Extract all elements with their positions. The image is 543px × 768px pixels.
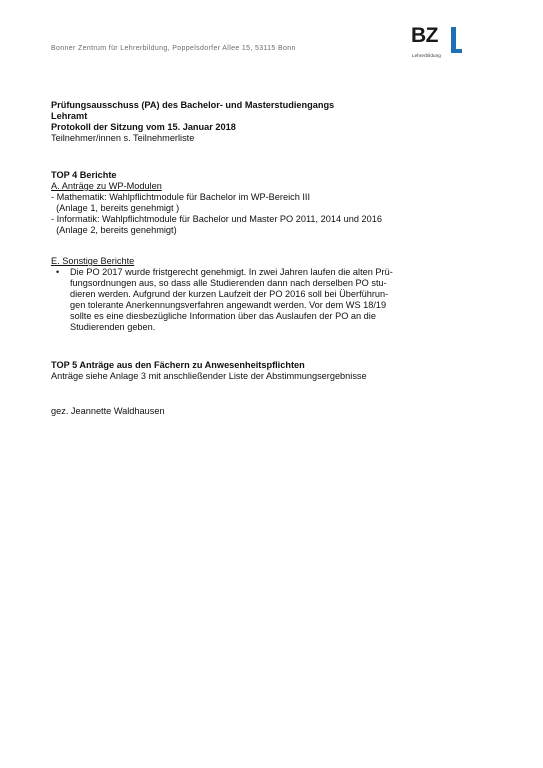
logo-subtext: Lehrerbildung xyxy=(412,53,441,58)
bullet-item xyxy=(51,267,429,333)
list-item: (Anlage 1, bereits genehmigt ) xyxy=(51,203,180,213)
bzl-logo xyxy=(411,25,467,63)
top5-text: Anträge siehe Anlage 3 mit anschließender Liste der Abstimmungsergebnisse xyxy=(51,371,367,381)
bullet-line: gen tolerante Anerkennungsverfahren angewandt werden. Vor dem WS 18/19 xyxy=(70,300,387,310)
top5-title: TOP 5 Anträge aus den Fächern zu Anwesenheitspflichten xyxy=(51,360,305,370)
top4-section xyxy=(51,170,382,236)
bullet-line: fungsordnungen aus, so dass alle Studierenden dann nach derselben PO stu- xyxy=(70,278,387,288)
participants-note: Teilnehmer/innen s. Teilnehmerliste xyxy=(51,133,195,143)
top4-title: TOP 4 Berichte xyxy=(51,170,117,180)
top5-section xyxy=(51,360,367,382)
protocol-title: Protokoll der Sitzung vom 15. Januar 2018 xyxy=(51,122,236,132)
sender-address: Bonner Zentrum für Lehrerbildung, Poppelsdorfer Allee 15, 53115 Bonn xyxy=(51,45,296,52)
bullet-text xyxy=(70,267,429,333)
logo-l-mark-base xyxy=(451,49,462,53)
protocol-header xyxy=(51,100,334,144)
logo-text: BZ xyxy=(411,24,438,47)
bullet-line: Die PO 2017 wurde fristgerecht genehmigt. In zwei Jahren laufen die alten Prü- xyxy=(70,267,393,277)
section-e xyxy=(51,256,429,333)
bullet-line: dieren werden. Aufgrund der kurzen Laufzeit der PO 2016 soll bei Überführun- xyxy=(70,289,389,299)
list-item: - Mathematik: Wahlpflichtmodule für Bachelor im WP-Bereich III xyxy=(51,192,311,202)
list-item: - Informatik: Wahlpflichtmodule für Bachelor und Master PO 2011, 2014 und 2016 xyxy=(51,214,382,224)
program-title: Lehramt xyxy=(51,111,88,121)
section-e-title: E. Sonstige Berichte xyxy=(51,256,135,266)
committee-title: Prüfungsausschuss (PA) des Bachelor- und Masterstudiengangs xyxy=(51,100,335,110)
bullet-icon: • xyxy=(56,267,60,277)
list-item: (Anlage 2, bereits genehmigt) xyxy=(51,225,177,235)
bullet-line: sollte es eine diesbezügliche Information über das Auslaufen der PO an die xyxy=(70,311,376,321)
section-a-title: A. Anträge zu WP-Modulen xyxy=(51,181,162,191)
bullet-line: Studierenden geben. xyxy=(70,322,156,332)
signature: gez. Jeannette Waldhausen xyxy=(51,406,165,416)
